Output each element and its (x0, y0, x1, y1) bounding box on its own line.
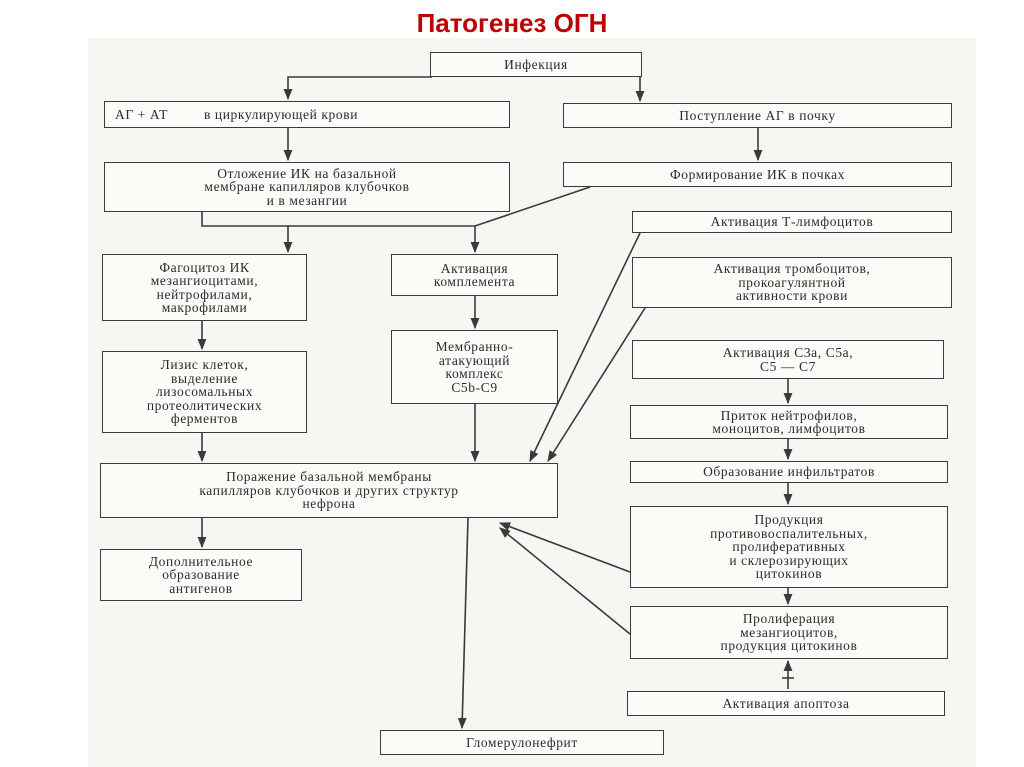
arrow-infection-to-ag-at (288, 77, 432, 99)
node-apoptosis: Активация апоптоза (627, 691, 945, 716)
node-mac: Мембранно- атакующий комплекс С5b-С9 (391, 330, 558, 404)
node-extra-antigens: Дополнительное образование антигенов (100, 549, 302, 601)
arrow-deposition-to-phagocytosis (202, 212, 288, 252)
arrow-proliferation-to-damage (500, 528, 630, 634)
node-ag-at-rest: в циркулирующей крови (203, 106, 359, 122)
node-ag-kidney: Поступление АГ в почку (563, 103, 952, 128)
page-title: Патогенез ОГН (416, 8, 608, 38)
node-gn: Гломерулонефрит (380, 730, 664, 755)
arrow-cytokines-to-damage (500, 523, 630, 572)
node-phagocytosis: Фагоцитоз ИК мезангиоцитами, нейтрофилами, макрофилами (102, 254, 307, 321)
node-proliferation: Пролиферация мезангиоцитов, продукция цитокинов (630, 606, 948, 659)
node-complement: Активация комплемента (391, 254, 558, 296)
node-influx: Приток нейтрофилов, моноцитов, лимфоцитов (630, 405, 948, 439)
node-platelets: Активация тромбоцитов, прокоагулянтной активности крови (632, 257, 952, 308)
node-t-activation: Активация Т-лимфоцитов (632, 211, 952, 233)
node-ag-at (104, 101, 510, 128)
node-infiltrates: Образование инфильтратов (630, 461, 948, 483)
node-lysis: Лизис клеток, выделение лизосомальных протеолитических ферментов (102, 351, 307, 433)
arrow-damage-to-gn (462, 518, 468, 728)
arrow-deposition-to-complement (288, 226, 475, 252)
node-cytokines: Продукция противовоспалительных, пролиферативных и склерозирующих цитокинов (630, 506, 948, 588)
node-ik-formation: Формирование ИК в почках (563, 162, 952, 187)
node-deposition: Отложение ИК на базальной мембране капилляров клубочков и в мезангии (104, 162, 510, 212)
node-ag-at-label: АГ + АТ (115, 106, 168, 122)
node-c3a: Активация С3а, С5а, С5 — С7 (632, 340, 944, 379)
node-infection: Инфекция (430, 52, 642, 77)
node-damage: Поражение базальной мембраны капилляров клубочков и других структур нефрона (100, 463, 558, 518)
